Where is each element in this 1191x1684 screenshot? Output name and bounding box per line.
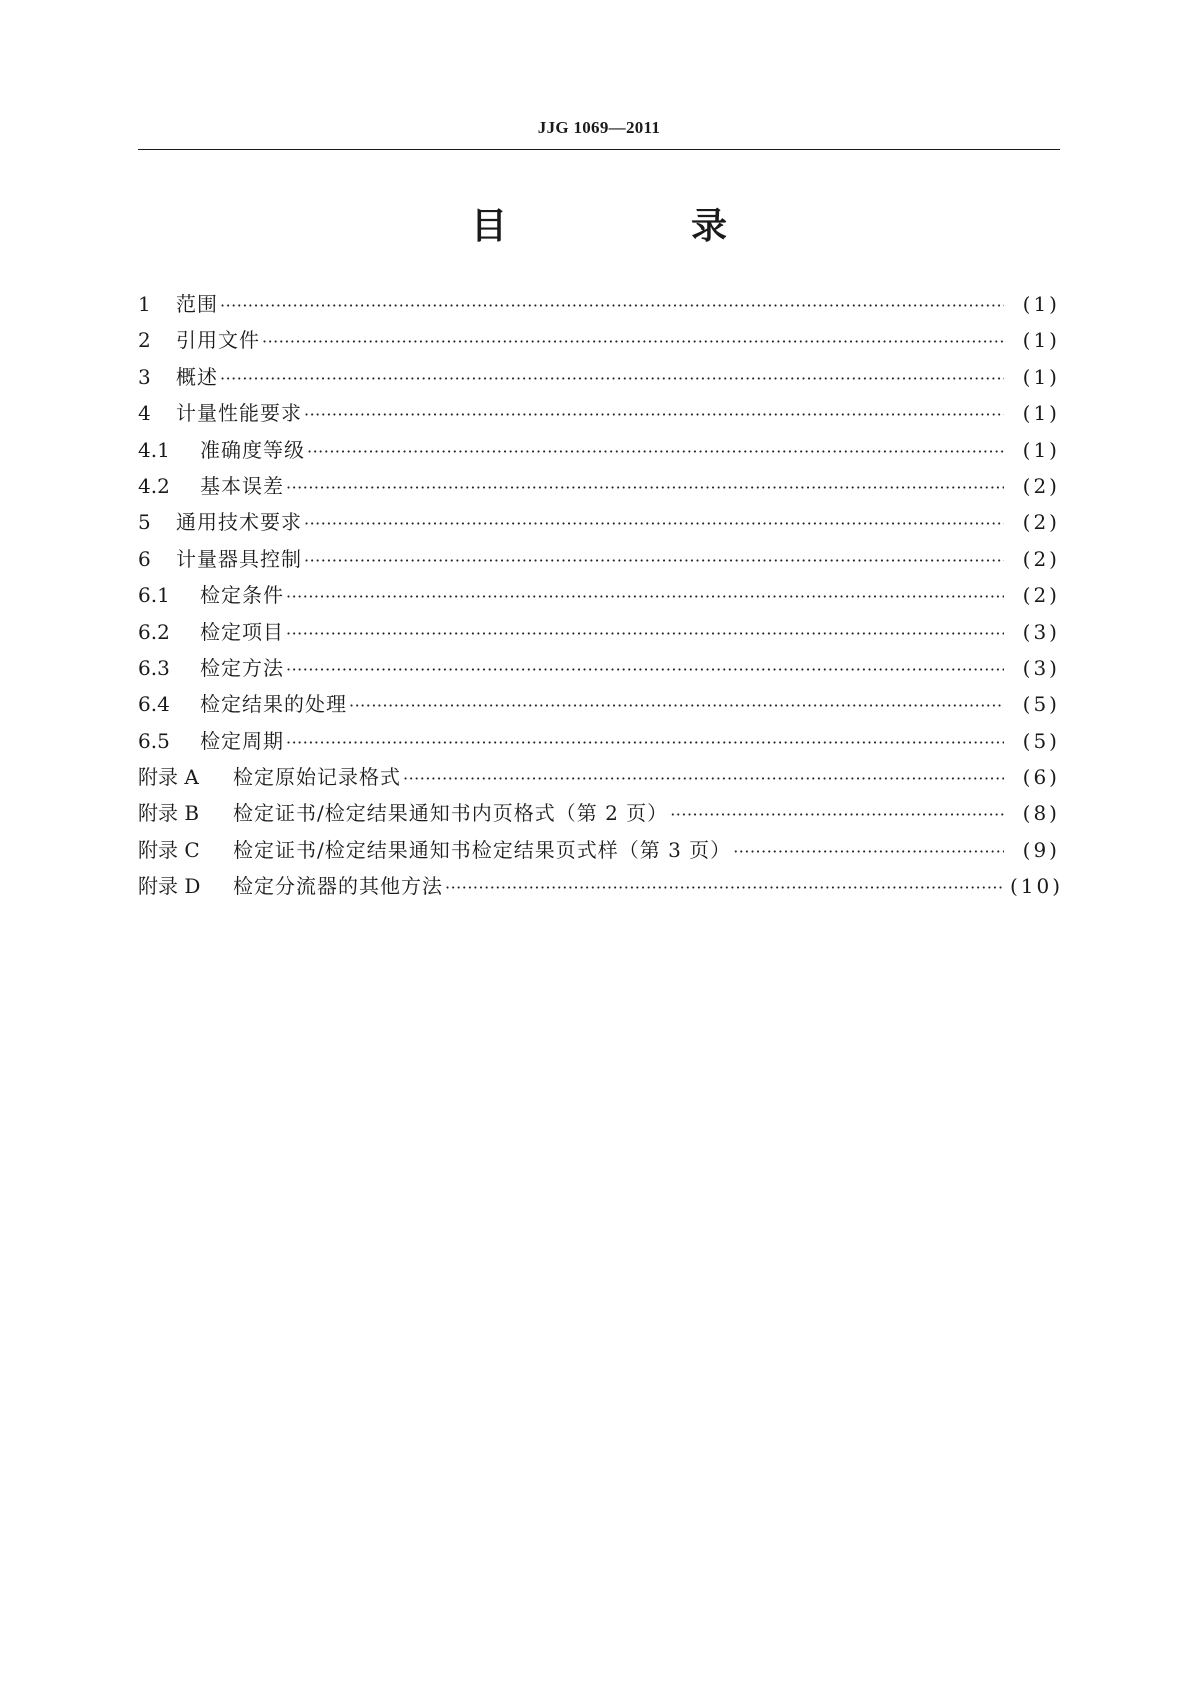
toc-entry-page: (2)	[1022, 510, 1060, 535]
toc-entry-page: (6)	[1022, 765, 1060, 790]
toc-entry-label: 检定原始记录格式	[233, 765, 401, 790]
toc-leader-dots	[220, 296, 1004, 315]
toc-entry-number: 6.2	[138, 619, 170, 644]
table-of-contents	[138, 288, 1064, 907]
toc-entry-6-2[interactable]	[138, 616, 1060, 652]
toc-entry-label: 检定周期	[200, 728, 284, 753]
toc-leader-dots	[286, 587, 1004, 606]
toc-leader-dots	[670, 805, 1004, 824]
toc-entry-number: 3	[138, 364, 151, 389]
toc-entry-number: 附录 A	[138, 765, 199, 790]
toc-leader-dots	[403, 769, 1004, 788]
toc-entry-page: (5)	[1022, 728, 1060, 753]
toc-entry-2[interactable]	[138, 324, 1060, 360]
toc-entry-number: 附录 D	[138, 874, 201, 899]
toc-entry-label: 引用文件	[176, 328, 260, 353]
toc-entry-label: 检定分流器的其他方法	[233, 874, 443, 899]
toc-entry-label: 范围	[176, 292, 218, 316]
toc-leader-dots	[304, 551, 1004, 570]
toc-entry-page: (1)	[1022, 437, 1060, 462]
toc-entry-label: 计量器具控制	[176, 546, 302, 571]
toc-leader-dots	[445, 878, 1004, 897]
toc-leader-dots	[262, 332, 1004, 351]
toc-entry-appendix-a[interactable]	[138, 761, 1060, 797]
toc-leader-dots	[286, 733, 1004, 752]
toc-entry-4-2[interactable]	[138, 470, 1060, 506]
toc-entry-label: 检定方法	[200, 655, 284, 680]
toc-entry-3[interactable]	[138, 361, 1060, 397]
toc-entry-6-4[interactable]	[138, 688, 1060, 724]
toc-entry-6-1[interactable]	[138, 579, 1060, 615]
toc-entry-appendix-c[interactable]	[138, 834, 1060, 870]
toc-entry-page: (1)	[1022, 364, 1060, 389]
toc-entry-label: 检定项目	[200, 619, 284, 644]
toc-entry-4[interactable]	[138, 397, 1060, 433]
toc-entry-number: 附录 B	[138, 801, 200, 826]
toc-entry-page: (3)	[1022, 655, 1060, 680]
toc-entry-number: 4.2	[138, 473, 170, 498]
toc-leader-dots	[286, 660, 1004, 679]
toc-entry-number: 6.5	[138, 728, 170, 753]
toc-leader-dots	[286, 478, 1004, 497]
toc-entry-number: 6.4	[138, 692, 170, 717]
header-divider	[138, 149, 1060, 150]
toc-leader-dots	[304, 514, 1004, 533]
toc-entry-page: (9)	[1022, 837, 1060, 862]
toc-leader-dots	[220, 369, 1004, 388]
toc-entry-number: 6.3	[138, 655, 170, 680]
toc-entry-label: 概述	[176, 364, 218, 389]
toc-entry-page: (1)	[1022, 328, 1060, 353]
toc-entry-number: 附录 C	[138, 837, 200, 862]
toc-entry-appendix-d[interactable]	[138, 870, 1064, 906]
toc-entry-number: 4	[138, 401, 151, 426]
toc-entry-6-5[interactable]	[138, 725, 1060, 761]
toc-entry-label: 检定条件	[200, 583, 284, 608]
toc-entry-page: (2)	[1022, 546, 1060, 571]
toc-entry-page: (5)	[1022, 692, 1060, 717]
toc-leader-dots	[307, 442, 1004, 461]
toc-entry-number: 2	[138, 328, 151, 353]
toc-entry-6[interactable]	[138, 543, 1060, 579]
toc-entry-page: (8)	[1022, 801, 1060, 826]
toc-entry-number: 4.1	[138, 437, 170, 462]
toc-entry-label: 准确度等级	[200, 437, 305, 462]
toc-entry-page: (1)	[1022, 292, 1060, 316]
toc-leader-dots	[304, 405, 1004, 424]
toc-entry-page: (2)	[1022, 583, 1060, 608]
toc-entry-4-1[interactable]	[138, 434, 1060, 470]
toc-entry-label: 检定证书/检定结果通知书检定结果页式样（第 3 页）	[233, 837, 732, 862]
toc-entry-number: 6	[138, 546, 151, 571]
toc-entry-label: 检定结果的处理	[200, 692, 347, 717]
toc-entry-label: 通用技术要求	[176, 510, 302, 535]
toc-entry-6-3[interactable]	[138, 652, 1060, 688]
toc-entry-label: 检定证书/检定结果通知书内页格式（第 2 页）	[233, 801, 669, 826]
toc-entry-1[interactable]	[138, 288, 1060, 324]
page-title: 目 录	[470, 206, 801, 247]
toc-leader-dots	[733, 842, 1004, 861]
toc-entry-5[interactable]	[138, 506, 1060, 542]
toc-entry-page: (10)	[1010, 874, 1064, 899]
toc-entry-appendix-b[interactable]	[138, 797, 1060, 833]
toc-leader-dots	[349, 696, 1004, 715]
toc-entry-label: 基本误差	[200, 473, 284, 498]
toc-entry-page: (2)	[1022, 473, 1060, 498]
toc-entry-page: (1)	[1022, 401, 1060, 426]
toc-entry-label: 计量性能要求	[176, 401, 302, 426]
toc-entry-number: 1	[138, 292, 151, 316]
toc-entry-number: 5	[138, 510, 151, 535]
standard-code-header: JJG 1069—2011	[537, 118, 661, 137]
toc-leader-dots	[286, 624, 1004, 643]
toc-entry-number: 6.1	[138, 583, 170, 608]
toc-entry-page: (3)	[1022, 619, 1060, 644]
